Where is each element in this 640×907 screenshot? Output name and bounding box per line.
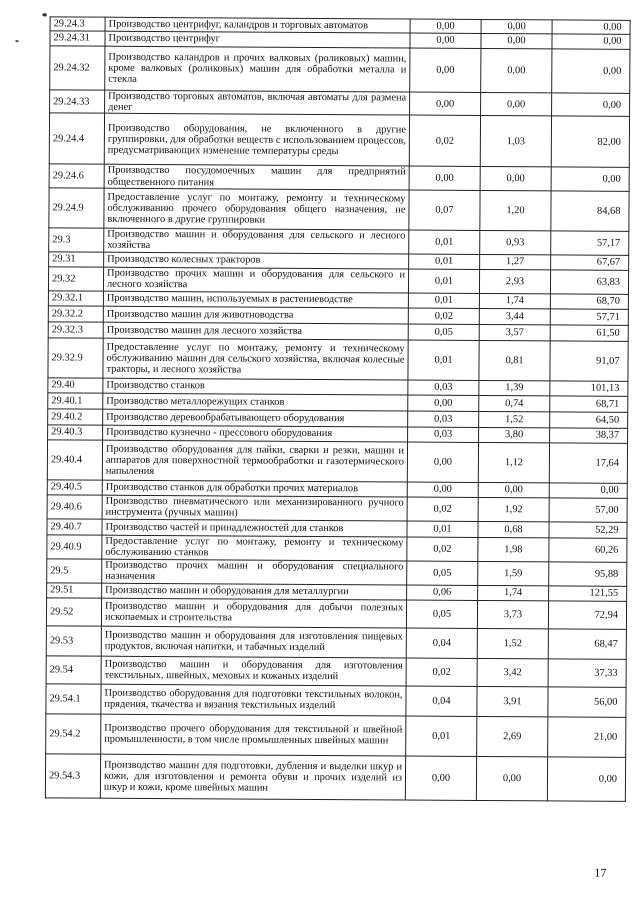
name-cell: Предоставление услуг по монтажу, ремонту и техническому обслуживанию прочего оборудования общего назначения, не включенного в другие группировки — [104, 188, 409, 230]
value-3-cell: 57,71 — [550, 309, 628, 325]
name-cell: Производство машин для подготовки, дубления и выделки шкур и кожи, для изготовления и ремонта обуви и прочих изделий из шкур и кожи, кроме швейных машин — [100, 754, 405, 800]
value-2-cell: 0,00 — [478, 482, 549, 497]
value-3-cell: 68,47 — [548, 629, 626, 659]
value-1-cell: 0,04 — [406, 628, 477, 658]
name-cell: Производство кузнечно - прессового оборудования — [103, 425, 408, 442]
value-1-cell: 0,01 — [407, 521, 478, 537]
value-1-cell: 0,00 — [408, 395, 479, 411]
code-cell: 29.24.32 — [50, 46, 105, 90]
value-2-cell: 1,74 — [478, 585, 549, 600]
value-1-cell: 0,05 — [408, 324, 479, 340]
name-cell: Производство колесных тракторов — [104, 252, 409, 269]
value-2-cell: 0,00 — [481, 33, 552, 48]
value-2-cell: 3,57 — [479, 324, 550, 340]
code-cell: 29.5 — [47, 559, 102, 583]
value-3-cell: 0,00 — [551, 167, 629, 191]
name-cell: Производство оборудования для подготовки текстильных волокон, прядения, ткачества и вязания текстильных изделий — [101, 684, 406, 716]
value-1-cell: 0,00 — [409, 166, 480, 190]
code-cell: 29.54.1 — [46, 684, 101, 714]
value-2-cell: 0,00 — [480, 167, 551, 191]
value-1-cell: 0,00 — [407, 442, 478, 482]
corner-mark — [43, 13, 47, 16]
value-1-cell: 0,01 — [408, 269, 479, 293]
value-3-cell: 68,70 — [550, 294, 628, 309]
name-cell: Производство оборудования для пайки, сварки и резки, машин и аппаратов для поверхностной термообработки и газотермического напыления — [102, 440, 407, 482]
value-3-cell: 64,50 — [550, 412, 628, 428]
value-1-cell: 0,00 — [410, 92, 481, 116]
code-cell: 29.40.9 — [47, 535, 102, 559]
code-cell: 29.32.2 — [48, 306, 103, 322]
value-3-cell: 38,37 — [550, 428, 628, 443]
name-cell: Производство металлорежущих станков — [103, 393, 408, 411]
table-row — [49, 113, 629, 168]
name-cell: Производство машин для лесного хозяйства — [103, 322, 408, 340]
value-2-cell: 0,00 — [481, 48, 552, 92]
name-cell: Производство посудомоечных машин для предприятий общественного питания — [104, 165, 409, 190]
table-row — [45, 754, 625, 802]
table-row — [46, 626, 626, 660]
code-cell: 29.40.4 — [47, 440, 102, 480]
code-cell: 29.40.7 — [47, 519, 102, 535]
value-3-cell: 37,33 — [548, 659, 626, 687]
value-2-cell: 1,27 — [480, 254, 551, 269]
name-cell: Предоставление услуг по монтажу, ремонту и техническому обслуживанию станков — [102, 535, 407, 561]
table-body — [45, 17, 630, 801]
value-2-cell: 2,69 — [477, 716, 548, 756]
value-1-cell: 0,01 — [408, 293, 479, 308]
value-1-cell: 0,01 — [409, 230, 480, 254]
code-cell: 29.3 — [49, 228, 104, 252]
value-3-cell: 21,00 — [548, 717, 626, 757]
value-2-cell: 3,80 — [479, 427, 550, 442]
value-2-cell: 0,74 — [479, 395, 550, 411]
code-cell: 29.24.31 — [50, 31, 105, 46]
table-row — [50, 90, 630, 117]
value-1-cell: 0,01 — [406, 716, 477, 756]
code-cell: 29.31 — [49, 252, 104, 267]
name-cell: Производство каландров и прочих валковых (роликовых) машин, кроме валковых (роликовых) машин для обработки металла и стекла — [105, 46, 410, 92]
value-2-cell: 0,00 — [476, 756, 547, 800]
name-cell: Производство машин и оборудования для изготовления текстильных, швейных, меховых и кожаных изделий — [101, 656, 406, 686]
value-3-cell: 121,55 — [549, 586, 627, 601]
value-3-cell: 67,67 — [551, 255, 629, 270]
value-3-cell: 68,71 — [550, 396, 628, 412]
value-2-cell: 1,92 — [478, 497, 549, 521]
code-cell: 29.24.3 — [50, 17, 105, 31]
value-3-cell: 91,07 — [550, 341, 628, 381]
code-cell: 29.40.6 — [47, 495, 102, 519]
value-3-cell: 101,13 — [550, 381, 628, 396]
value-3-cell: 56,00 — [548, 687, 626, 717]
value-1-cell: 0,02 — [407, 497, 478, 521]
value-2-cell: 1,74 — [479, 293, 550, 308]
value-3-cell: 63,83 — [550, 270, 628, 294]
code-cell: 29.40.2 — [48, 409, 103, 425]
value-2-cell: 3,91 — [477, 686, 548, 716]
table-row — [47, 495, 627, 523]
value-2-cell: 1,52 — [477, 628, 548, 658]
value-1-cell: 0,00 — [410, 33, 481, 48]
name-cell: Производство машин и оборудования для металлургии — [102, 583, 407, 600]
value-2-cell: 1,12 — [478, 442, 549, 482]
name-cell: Производство прочих машин и оборудования для сельского и лесного хозяйства — [103, 267, 408, 293]
table-row — [50, 46, 630, 94]
value-2-cell: 0,81 — [479, 340, 550, 380]
value-1-cell: 0,02 — [407, 537, 478, 561]
value-2-cell: 0,93 — [480, 230, 551, 254]
table-row — [48, 267, 628, 295]
code-cell: 29.40 — [48, 378, 103, 393]
value-3-cell: 52,29 — [549, 522, 627, 538]
value-3-cell: 0,00 — [552, 34, 630, 49]
code-cell: 29.51 — [47, 583, 102, 598]
value-3-cell: 57,17 — [551, 231, 629, 255]
code-cell: 29.32.1 — [48, 291, 103, 306]
table-row — [46, 714, 626, 758]
value-3-cell: 0,00 — [549, 483, 627, 498]
value-2-cell: 1,03 — [480, 116, 551, 167]
code-cell: 29.53 — [46, 626, 101, 656]
table-row — [47, 559, 627, 587]
value-1-cell: 0,04 — [406, 686, 477, 716]
name-cell: Производство станков для обработки прочих материалов — [102, 480, 407, 497]
value-1-cell: 0,01 — [409, 254, 480, 269]
name-cell: Производство центрифуг, каландров и торговых автоматов — [105, 17, 410, 33]
value-3-cell: 61,50 — [550, 325, 628, 341]
name-cell: Производство машин для животноводства — [103, 306, 408, 324]
value-3-cell: 0,00 — [552, 93, 630, 117]
code-cell: 29.54.3 — [45, 754, 100, 798]
name-cell: Производство прочих машин и оборудования специального назначения — [102, 559, 407, 585]
value-1-cell: 0,03 — [408, 427, 479, 442]
value-3-cell: 95,88 — [549, 562, 627, 586]
code-cell: 29.32.9 — [48, 338, 103, 378]
value-3-cell: 60,26 — [549, 538, 627, 562]
value-1-cell: 0,00 — [410, 48, 481, 92]
value-1-cell: 0,06 — [407, 585, 478, 600]
name-cell: Производство частей и принадлежностей для станков — [102, 519, 407, 537]
table-row — [46, 684, 626, 718]
value-3-cell: 0,00 — [547, 757, 625, 801]
name-cell: Производство машин, используемых в растениеводстве — [103, 291, 408, 308]
code-cell: 29.32.3 — [48, 322, 103, 338]
name-cell: Предоставление услуг по монтажу, ремонту и техническому обслуживанию машин для сельского хозяйства, включая колесные тракторы, и лесного хозяйства — [103, 338, 408, 380]
value-1-cell: 0,05 — [406, 600, 477, 628]
table-row — [46, 598, 626, 630]
value-2-cell: 1,52 — [479, 411, 550, 427]
name-cell: Производство деревообрабатывающего оборудования — [103, 409, 408, 427]
table-row — [49, 228, 629, 256]
name-cell: Производство машин и оборудования для добычи полезных ископаемых и строительства — [101, 598, 406, 628]
code-cell: 29.40.5 — [47, 480, 102, 495]
value-2-cell: 0,00 — [481, 92, 552, 116]
value-2-cell: 3,73 — [477, 600, 548, 628]
table-row — [48, 338, 628, 382]
page-number: 17 — [594, 865, 607, 880]
value-2-cell: 1,98 — [478, 537, 549, 561]
value-2-cell: 1,39 — [479, 380, 550, 395]
value-1-cell: 0,02 — [406, 658, 477, 686]
value-1-cell: 0,07 — [409, 190, 480, 230]
table-row — [46, 656, 626, 688]
value-3-cell: 84,68 — [551, 191, 629, 231]
indicator-table — [45, 16, 631, 801]
value-2-cell: 3,44 — [479, 308, 550, 324]
value-1-cell: 0,00 — [410, 19, 481, 33]
code-cell: 29.54 — [46, 656, 101, 684]
value-3-cell: 82,00 — [551, 116, 629, 167]
value-1-cell: 0,01 — [408, 340, 479, 380]
name-cell: Производство торговых автоматов, включая автоматы для размена денег — [105, 90, 410, 115]
value-1-cell: 0,00 — [405, 756, 476, 800]
name-cell: Производство центрифуг — [105, 31, 410, 48]
code-cell: 29.24.9 — [49, 188, 104, 228]
name-cell: Производство машин и оборудования для сельского и лесного хозяйства — [104, 228, 409, 254]
margin-dot — [15, 40, 18, 42]
value-1-cell: 0,02 — [409, 115, 480, 166]
value-3-cell: 57,00 — [549, 498, 627, 522]
name-cell: Производство машин и оборудования для изготовления пищевых продуктов, включая напитки, и табачных изделий — [101, 626, 406, 658]
value-1-cell: 0,05 — [407, 561, 478, 585]
value-3-cell: 0,00 — [552, 20, 630, 34]
value-1-cell: 0,03 — [408, 380, 479, 395]
value-3-cell: 17,64 — [549, 443, 627, 483]
code-cell: 29.24.33 — [50, 90, 105, 114]
table-row — [49, 164, 629, 191]
code-cell: 29.32 — [48, 267, 103, 291]
value-2-cell: 3,42 — [477, 658, 548, 686]
value-2-cell: 2,93 — [479, 269, 550, 293]
code-cell: 29.40.1 — [48, 393, 103, 409]
name-cell: Производство станков — [103, 378, 408, 395]
value-1-cell: 0,02 — [408, 308, 479, 324]
value-1-cell: 0,00 — [407, 482, 478, 497]
value-2-cell: 0,00 — [481, 19, 552, 33]
code-cell: 29.54.2 — [46, 714, 101, 754]
value-1-cell: 0,03 — [408, 411, 479, 427]
code-cell: 29.40.3 — [48, 425, 103, 440]
code-cell: 29.24.6 — [49, 164, 104, 188]
table-row — [47, 440, 627, 484]
table-row — [49, 188, 629, 232]
value-3-cell: 72,94 — [548, 601, 626, 629]
value-2-cell: 0,68 — [478, 521, 549, 537]
code-cell: 29.52 — [46, 598, 101, 626]
value-3-cell: 0,00 — [552, 49, 630, 93]
table-row — [47, 535, 627, 563]
value-2-cell: 1,59 — [478, 561, 549, 585]
value-2-cell: 1,20 — [480, 190, 551, 230]
code-cell: 29.24.4 — [49, 113, 104, 164]
name-cell: Производство пневматического или механизированного ручного инструмента (ручных машин) — [102, 495, 407, 521]
name-cell: Производство оборудования, не включенного в другие группировки, для обработки веществ с использованием процессов, предусматривающих изменение температуры среды — [104, 114, 409, 167]
name-cell: Производство прочего оборудования для текстильной и швейной промышленности, в том числе промышленных швейных машин — [101, 714, 406, 756]
